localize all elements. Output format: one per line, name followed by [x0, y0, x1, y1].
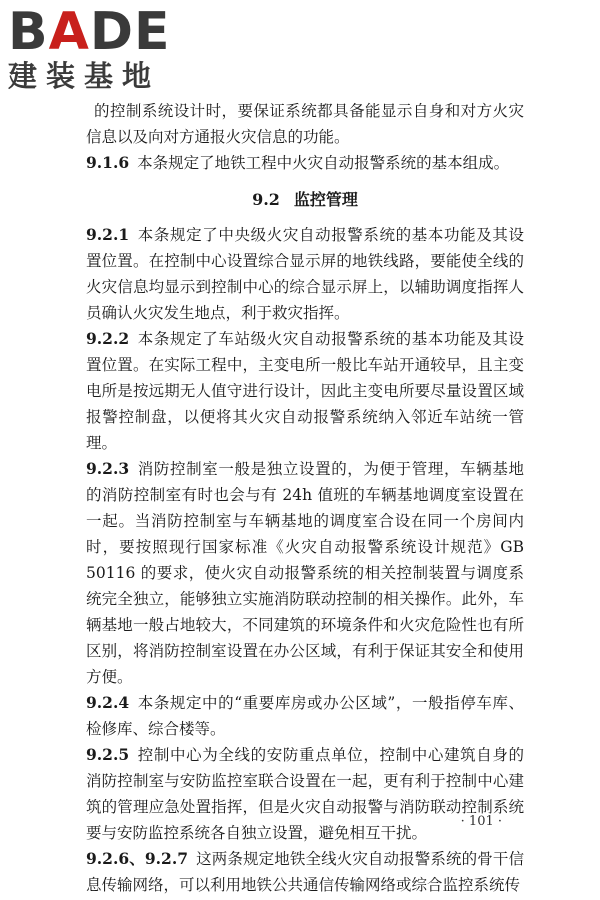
- clause-number: 9.2.4: [86, 693, 130, 712]
- logo: [8, 2, 178, 98]
- paragraph: [86, 98, 524, 150]
- paragraph-text: 本条规定了地铁工程中火灾自动报警系统的基本组成。: [137, 154, 510, 172]
- clause-number: 9.2.2: [86, 329, 130, 348]
- logo-letters-end: DE: [89, 2, 171, 62]
- clause-number: 9.1.6: [86, 153, 130, 172]
- paragraph-text: 本条规定中的“重要库房或办公区域”，一般指停车库、检修库、综合楼等。: [86, 694, 524, 738]
- paragraph-text: 本条规定了车站级火灾自动报警系统的基本功能及其设置位置。在实际工程中，主变电所一般比车站开通较早，且主变电所是按远期无人值守进行设计，因此主变电所要尽量设置区域报警控制盘，以便将其火灾自动报警系统纳入邻近车站统一管理。: [86, 330, 524, 452]
- paragraph: [86, 846, 524, 898]
- paragraph-text: 的控制系统设计时，要保证系统都具备能显示自身和对方火灾信息以及向对方通报火灾信息的功能。: [86, 102, 524, 146]
- clause-number: 9.2.5: [86, 745, 130, 764]
- paragraph-text: 消防控制室一般是独立设置的，为便于管理，车辆基地的消防控制室有时也会与有 24h 值班的车辆基地调度室设置在一起。当消防控制室与车辆基地的调度室合设在同一个房间内时，要按照现行国家标准《火灾自动报警系统设计规范》GB 50116 的要求，使火灾自动报警系统的相关控制装置与调度系统完全独立，能够独立实施消防联动控制的相关操作。此外，车辆基地一般占地较大，不同建筑的环境条件和火灾危险性也有所区别，将消防控制室设置在办公区域，有利于保证其安全和使用方便。: [86, 460, 524, 686]
- paragraph-text: 这两条规定地铁全线火灾自动报警系统的骨干信息传输网络，可以利用地铁公共通信传输网络或综合监控系统传: [86, 850, 524, 894]
- paragraph: [86, 222, 524, 326]
- section-title: 监控管理: [293, 190, 358, 209]
- paragraph: [86, 456, 524, 690]
- paragraph: [86, 326, 524, 456]
- page-number: · 101 ·: [460, 814, 502, 829]
- paragraph: [86, 742, 524, 846]
- logo-letters: B: [8, 2, 49, 62]
- section-heading: [86, 188, 524, 212]
- section-number: 9.2: [252, 190, 280, 209]
- clause-number: 9.2.1: [86, 225, 130, 244]
- logo-accent-letter: A: [48, 2, 90, 62]
- clause-number: 9.2.3: [86, 459, 130, 478]
- paragraph: [86, 690, 524, 742]
- paragraph-text: 控制中心为全线的安防重点单位，控制中心建筑自身的消防控制室与安防监控室联合设置在一起，更有利于控制中心建筑的管理应急处置指挥，但是火灾自动报警与消防联动控制系统要与安防监控系统各自独立设置，避免相互干扰。: [86, 746, 524, 842]
- document-body: [86, 98, 524, 898]
- paragraph-text: 本条规定了中央级火灾自动报警系统的基本功能及其设置位置。在控制中心设置综合显示屏的地铁线路，要能使全线的火灾信息均显示到控制中心的综合显示屏上，以辅助调度指挥人员确认火灾发生地点，利于救灾指挥。: [86, 226, 524, 322]
- logo-subtitle: 建装基地: [8, 59, 161, 93]
- paragraph: [86, 150, 524, 176]
- logo-wordmark: [8, 2, 178, 62]
- clause-number: 9.2.6、9.2.7: [86, 849, 189, 868]
